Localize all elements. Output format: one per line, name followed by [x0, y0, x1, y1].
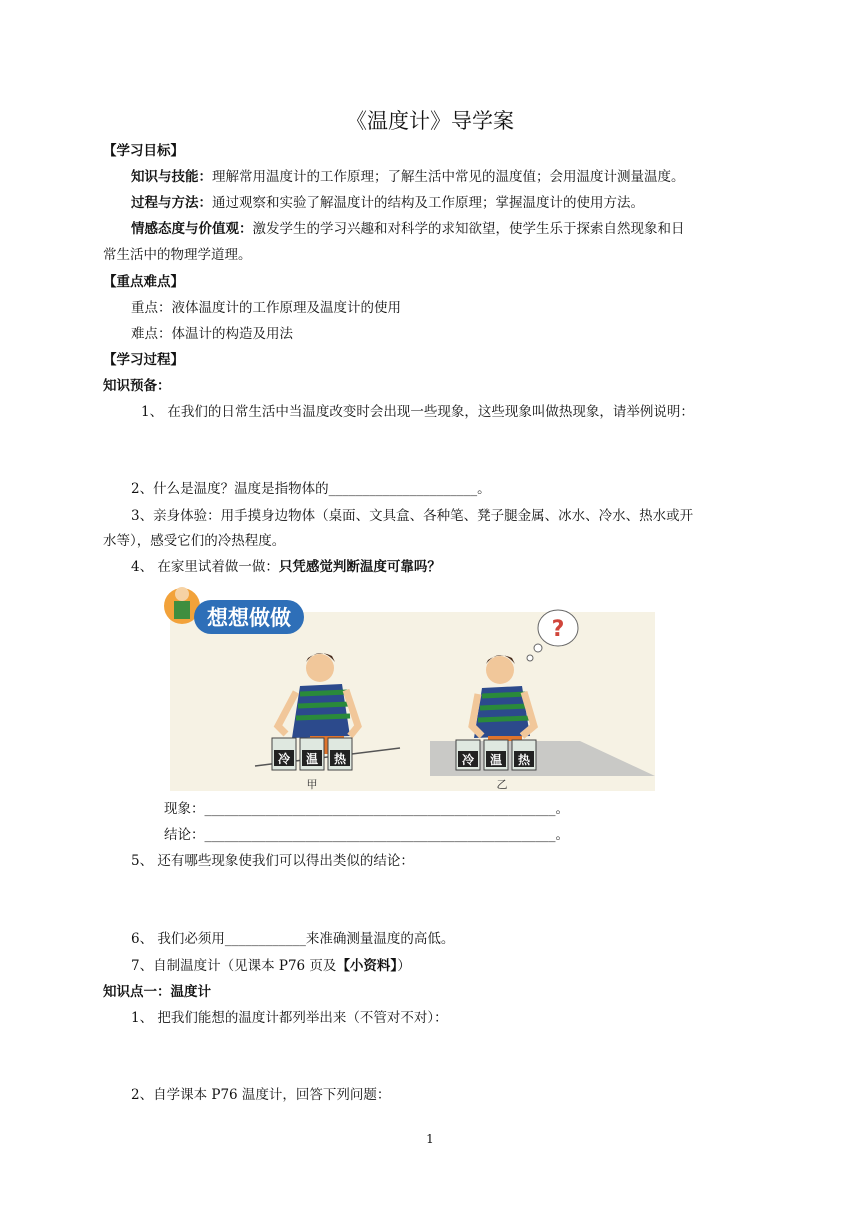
question-7-prefix: 7、自制温度计（见课本 P76 页及 [131, 958, 337, 974]
attitude-line [131, 219, 685, 239]
question-4 [131, 557, 441, 577]
difficult-point: 难点：体温计的构造及用法 [131, 326, 293, 342]
question-mark-icon: ? [551, 617, 565, 642]
cup-label: 温 [305, 752, 319, 766]
cup-label: 热 [333, 752, 347, 766]
question-7 [131, 956, 411, 976]
attitude-text-2: 常生活中的物理学道理。 [103, 247, 252, 263]
knowledge-line [131, 167, 685, 187]
point1-heading: 知识点一：温度计 [103, 984, 211, 1000]
attitude-text-1: 激发学生的学习兴趣和对科学的求知欲望，使学生乐于探索自然现象和日 [252, 221, 685, 237]
experiment-illustration [160, 576, 655, 791]
caption-left: 甲 [306, 778, 318, 791]
question-3-line1: 3、亲身体验：用手摸身边物体（桌面、文具盒、各种笔、凳子腿金属、冰水、冷水、热水或开 [131, 508, 694, 524]
process-text: 通过观察和实验了解温度计的结构及工作原理；掌握温度计的使用方法。 [212, 195, 644, 211]
preview-heading: 知识预备： [103, 378, 171, 394]
question-3-line2: 水等），感受它们的冷热程度。 [103, 533, 286, 549]
page-title: 《温度计》导学案 [346, 109, 514, 133]
cup-label: 冷 [461, 753, 475, 767]
cup-label: 温 [489, 753, 503, 767]
phenomenon-line: 现象：____________________________________________________。 [164, 801, 569, 817]
page-number: 1 [426, 1132, 434, 1146]
question-2: 2、什么是温度？温度是指物体的______________________。 [131, 481, 491, 497]
point1-question-2: 2、自学课本 P76 温度计，回答下列问题： [131, 1087, 391, 1103]
question-6: 6、 我们必须用____________来准确测量温度的高低。 [131, 931, 455, 947]
conclusion-line: 结论：____________________________________________________。 [164, 827, 569, 843]
question-5: 5、 还有哪些现象使我们可以得出类似的结论： [131, 853, 414, 869]
cups-left [272, 738, 352, 770]
question-7-suffix: ） [397, 958, 411, 974]
cups-right [456, 740, 536, 770]
keypoints-heading: 【重点难点】 [103, 274, 184, 290]
question-4-prefix: 4、 在家里试着做一做： [131, 559, 279, 575]
process-line [131, 193, 644, 213]
cup-label: 冷 [277, 752, 291, 766]
knowledge-label: 知识与技能： [131, 169, 212, 185]
process-label: 过程与方法： [131, 195, 212, 211]
objectives-heading: 【学习目标】 [103, 143, 184, 159]
attitude-label: 情感态度与价值观： [131, 221, 253, 237]
point1-question-1: 1、 把我们能想的温度计都列举出来（不管对不对）： [131, 1010, 448, 1026]
cup-label: 热 [517, 753, 531, 767]
question-1: 1、 在我们的日常生活中当温度改变时会出现一些现象，这些现象叫做热现象，请举例说明： [141, 404, 694, 420]
question-7-bold: 【小资料】 [336, 958, 398, 974]
knowledge-text: 理解常用温度计的工作原理；了解生活中常见的温度值；会用温度计测量温度。 [212, 169, 685, 185]
caption-right: 乙 [496, 778, 508, 791]
question-4-bold: 只凭感觉判断温度可靠吗？ [278, 559, 441, 575]
process-heading: 【学习过程】 [103, 352, 184, 368]
key-point: 重点：液体温度计的工作原理及温度计的使用 [131, 300, 401, 316]
banner-text: 想想做做 [207, 606, 291, 630]
